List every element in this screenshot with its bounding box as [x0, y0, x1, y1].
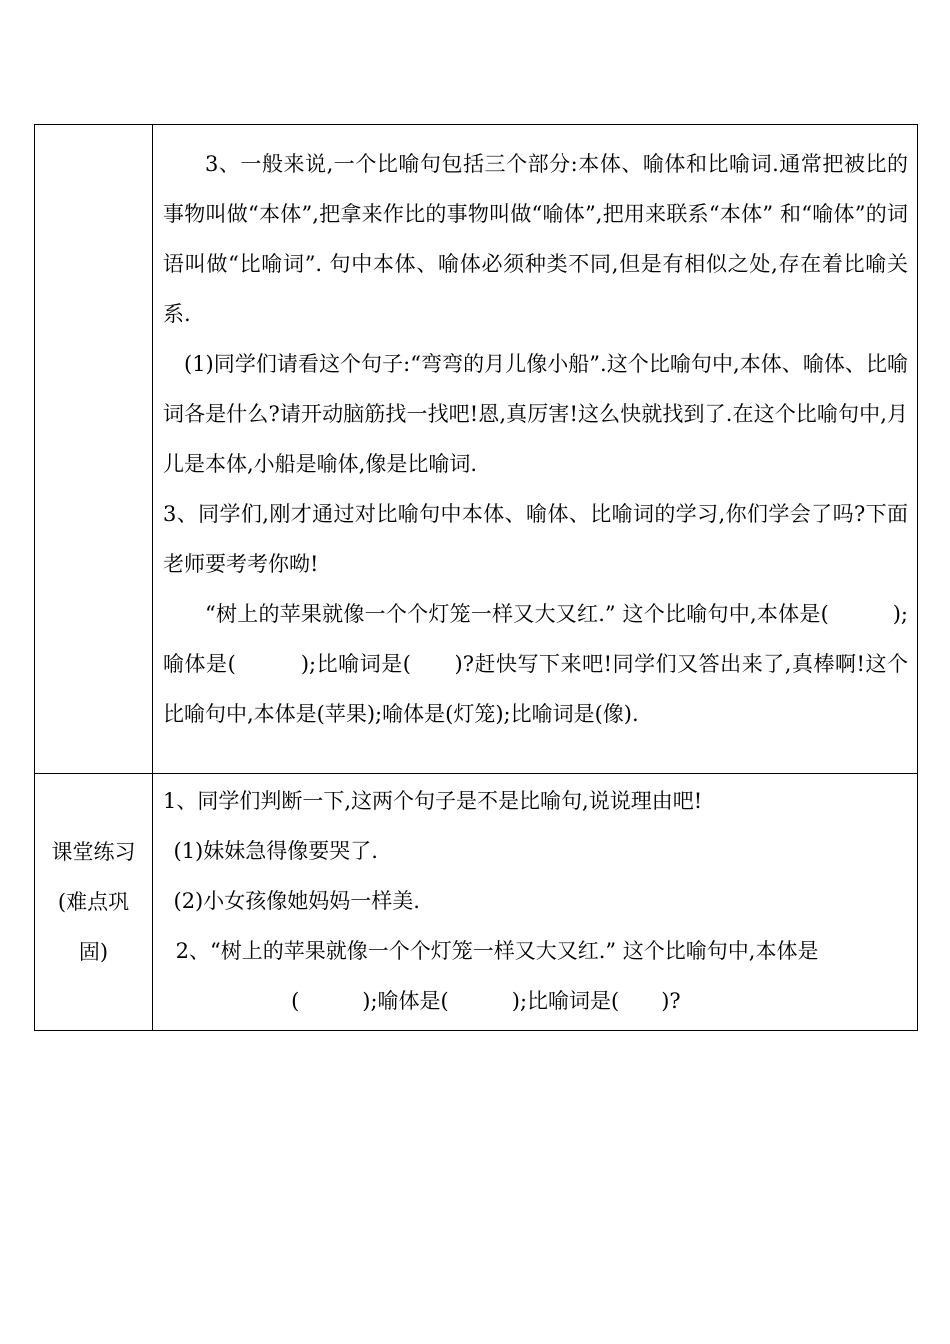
- exercise-label-line3: 固): [78, 940, 109, 964]
- section-label-cell: [35, 125, 153, 774]
- exercise-label-line1: 课堂练习: [51, 840, 136, 864]
- exercise-item-2-blanks: ( );喻体是( );比喻词是( )?: [291, 989, 681, 1013]
- exercise-sentence-1: (1)妹妹急得像要哭了.: [173, 839, 378, 863]
- exercise-content-cell: [153, 774, 918, 1031]
- exercise-item-2: 2、“树上的苹果就像一个个灯笼一样又大又红.” 这个比喻句中,本体是: [175, 939, 819, 963]
- exercise-label-cell: [35, 774, 153, 1031]
- exercise-sentence-2: (2)小女孩像她妈妈一样美.: [173, 889, 420, 913]
- lesson-plan-table: [34, 124, 918, 1031]
- table-row: [35, 774, 918, 1031]
- table-row: [35, 125, 918, 774]
- section-content-cell: [153, 125, 918, 774]
- paragraph-example-moon: (1)同学们请看这个句子:“弯弯的月儿像小船”.这个比喻句中,本体、喻体、比喻词各是什么?请开动脑筋找一找吧!恩,真厉害!这么快就找到了.在这个比喻句中,月儿是本体,小船是喻体,像是比喻词.: [163, 352, 908, 476]
- paragraph-quiz-intro: 3、同学们,刚才通过对比喻句中本体、喻体、比喻词的学习,你们学会了吗?下面老师要考考你呦!: [163, 502, 908, 576]
- paragraph-quiz-apple: “树上的苹果就像一个个灯笼一样又大又红.” 这个比喻句中,本体是( );喻体是( );比喻词是( )?赶快写下来吧!同学们又答出来了,真棒啊!这个比喻句中,本体是(苹果);喻体是(灯笼);比喻词是(像).: [163, 602, 908, 726]
- exercise-item-1: 1、同学们判断一下,这两个句子是不是比喻句,说说理由吧!: [163, 789, 703, 813]
- exercise-label-line2: (难点巩: [57, 890, 130, 914]
- paragraph-structure: 3、一般来说,一个比喻句包括三个部分:本体、喻体和比喻词.通常把被比的事物叫做“本体”,把拿来作比的事物叫做“喻体”,把用来联系“本体” 和“喻体”的词语叫做“比喻词”. 句中本体、喻体必须种类不同,但是有相似之处,存在着比喻关系.: [163, 152, 908, 326]
